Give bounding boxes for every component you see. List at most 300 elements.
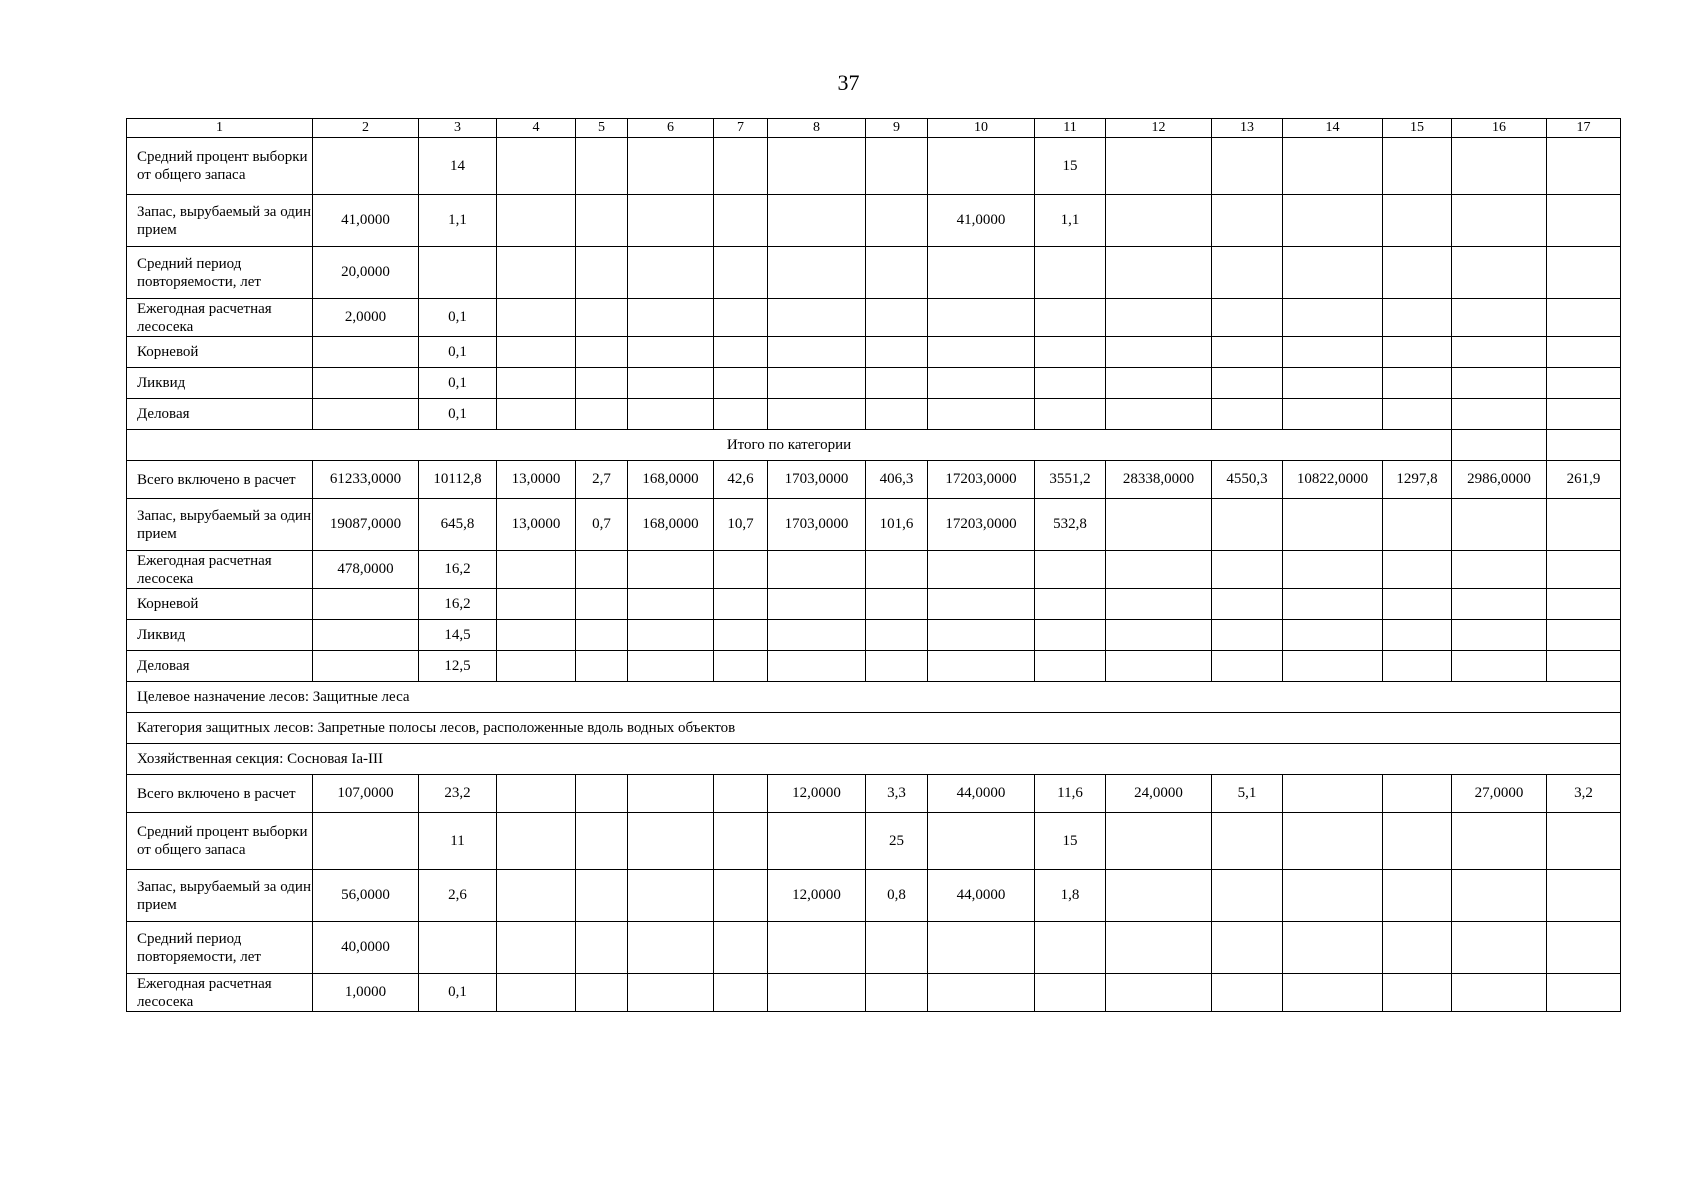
table-cell: 101,6: [866, 499, 928, 551]
table-cell: 1,0000: [313, 974, 419, 1012]
table-cell: [313, 337, 419, 368]
table-cell: 2,0000: [313, 299, 419, 337]
row-label: Средний период повторяемости, лет: [127, 247, 313, 299]
table-cell: [1383, 399, 1452, 430]
table-cell: [628, 337, 714, 368]
table-cell: [928, 651, 1035, 682]
table-cell: [768, 299, 866, 337]
row-label: Корневой: [127, 589, 313, 620]
table-row: [127, 299, 1621, 337]
table-cell: [928, 399, 1035, 430]
table-cell: [1383, 589, 1452, 620]
table-cell: 1703,0000: [768, 461, 866, 499]
table-cell: [576, 651, 628, 682]
table-cell: [497, 551, 576, 589]
table-cell: [1452, 430, 1547, 461]
table-cell: [1106, 974, 1212, 1012]
table-cell: [1547, 589, 1621, 620]
table-cell: 532,8: [1035, 499, 1106, 551]
table-cell: [1283, 499, 1383, 551]
table-cell: [1452, 870, 1547, 922]
table-cell: 17203,0000: [928, 461, 1035, 499]
table-cell: 13,0000: [497, 461, 576, 499]
table-cell: 10,7: [714, 499, 768, 551]
table-cell: 0,1: [419, 337, 497, 368]
table-cell: [1035, 620, 1106, 651]
page-number: 37: [837, 70, 860, 95]
table-cell: [1383, 337, 1452, 368]
table-cell: [497, 775, 576, 813]
table-cell: [628, 368, 714, 399]
table-cell: [576, 299, 628, 337]
table-cell: [313, 620, 419, 651]
table-row: [127, 195, 1621, 247]
table-cell: [1212, 499, 1283, 551]
table-cell: [1106, 922, 1212, 974]
table-cell: [768, 813, 866, 870]
table-cell: [714, 813, 768, 870]
table-cell: [1452, 813, 1547, 870]
table-cell: [1452, 337, 1547, 368]
row-label: Ежегодная расчетная лесосека: [127, 299, 313, 337]
table-cell: [1383, 368, 1452, 399]
table-cell: [1212, 620, 1283, 651]
table-cell: 14: [419, 138, 497, 195]
column-number: 16: [1452, 119, 1547, 138]
table-cell: [1106, 499, 1212, 551]
table-row: [127, 247, 1621, 299]
table-cell: 1,1: [419, 195, 497, 247]
table-cell: [1212, 337, 1283, 368]
table-cell: [866, 589, 928, 620]
table-cell: [628, 138, 714, 195]
table-cell: [1547, 974, 1621, 1012]
table-cell: 0,7: [576, 499, 628, 551]
table-cell: [768, 138, 866, 195]
table-cell: [1106, 195, 1212, 247]
table-cell: [497, 138, 576, 195]
table-row: [127, 775, 1621, 813]
table-cell: [576, 195, 628, 247]
table-cell: [928, 922, 1035, 974]
table-cell: [866, 399, 928, 430]
table-cell: [768, 195, 866, 247]
table-cell: [1106, 620, 1212, 651]
table-cell: [628, 813, 714, 870]
table-cell: [628, 399, 714, 430]
table-cell: [1212, 195, 1283, 247]
table-cell: 261,9: [1547, 461, 1621, 499]
table-cell: 1,8: [1035, 870, 1106, 922]
table-cell: [576, 870, 628, 922]
table-cell: [313, 138, 419, 195]
table-cell: [497, 399, 576, 430]
table-cell: [714, 922, 768, 974]
column-number: 7: [714, 119, 768, 138]
table-cell: 12,5: [419, 651, 497, 682]
table-cell: [1383, 974, 1452, 1012]
table-cell: 19087,0000: [313, 499, 419, 551]
table-cell: [1547, 368, 1621, 399]
table-cell: [1452, 368, 1547, 399]
table-cell: [419, 247, 497, 299]
table-cell: 17203,0000: [928, 499, 1035, 551]
table-cell: [1452, 551, 1547, 589]
table-row: [127, 368, 1621, 399]
row-label: Всего включено в расчет: [127, 461, 313, 499]
table-cell: [928, 974, 1035, 1012]
table-cell: 3,3: [866, 775, 928, 813]
table-cell: [1383, 813, 1452, 870]
table-cell: [576, 399, 628, 430]
table-cell: [928, 299, 1035, 337]
row-label: Деловая: [127, 399, 313, 430]
section-heading-row: [127, 713, 1621, 744]
table-cell: 16,2: [419, 589, 497, 620]
table-cell: [714, 337, 768, 368]
table-cell: [866, 138, 928, 195]
table-cell: [576, 337, 628, 368]
table-cell: [1212, 922, 1283, 974]
column-number: 9: [866, 119, 928, 138]
table-cell: [1106, 368, 1212, 399]
table-cell: [1283, 922, 1383, 974]
table-cell: 12,0000: [768, 775, 866, 813]
column-number: 3: [419, 119, 497, 138]
column-number: 8: [768, 119, 866, 138]
table-cell: [313, 368, 419, 399]
row-label: Запас, вырубаемый за один прием: [127, 870, 313, 922]
table-cell: 44,0000: [928, 870, 1035, 922]
table-cell: [1283, 551, 1383, 589]
table-cell: [714, 974, 768, 1012]
column-number: 17: [1547, 119, 1621, 138]
table-cell: [497, 337, 576, 368]
table-cell: 24,0000: [1106, 775, 1212, 813]
table-cell: 44,0000: [928, 775, 1035, 813]
table-cell: [768, 620, 866, 651]
table-cell: [576, 138, 628, 195]
table-cell: [628, 551, 714, 589]
table-cell: [576, 247, 628, 299]
row-label: Ежегодная расчетная лесосека: [127, 974, 313, 1012]
table-cell: 0,8: [866, 870, 928, 922]
table-cell: [1452, 247, 1547, 299]
table-cell: [628, 870, 714, 922]
table-row: [127, 461, 1621, 499]
table-cell: [1212, 247, 1283, 299]
category-total-heading: Итого по категории: [127, 430, 1452, 461]
table-cell: [1547, 551, 1621, 589]
table-row: [127, 870, 1621, 922]
table-cell: [714, 589, 768, 620]
table-cell: 0,1: [419, 368, 497, 399]
table-cell: [714, 775, 768, 813]
table-cell: [1547, 430, 1621, 461]
table-cell: 61233,0000: [313, 461, 419, 499]
table-cell: [313, 589, 419, 620]
table-cell: [1452, 922, 1547, 974]
table-cell: [866, 551, 928, 589]
table-cell: [1547, 399, 1621, 430]
row-label: Запас, вырубаемый за один прием: [127, 499, 313, 551]
table-cell: 2,6: [419, 870, 497, 922]
table-cell: 4550,3: [1212, 461, 1283, 499]
column-number: 10: [928, 119, 1035, 138]
table-cell: [1212, 368, 1283, 399]
table-cell: 11,6: [1035, 775, 1106, 813]
table-cell: [928, 551, 1035, 589]
table-cell: [1452, 299, 1547, 337]
table-cell: 16,2: [419, 551, 497, 589]
table-cell: [768, 651, 866, 682]
table-cell: [497, 620, 576, 651]
table-cell: [928, 368, 1035, 399]
table-cell: [928, 813, 1035, 870]
table-cell: 645,8: [419, 499, 497, 551]
table-cell: [714, 247, 768, 299]
table-cell: [714, 651, 768, 682]
column-number-row: [127, 119, 1621, 138]
column-number: 1: [127, 119, 313, 138]
table-cell: 107,0000: [313, 775, 419, 813]
table-cell: [497, 813, 576, 870]
table-cell: 56,0000: [313, 870, 419, 922]
table-cell: [1212, 138, 1283, 195]
table-cell: [714, 620, 768, 651]
column-number: 6: [628, 119, 714, 138]
column-number: 2: [313, 119, 419, 138]
table-cell: 5,1: [1212, 775, 1283, 813]
table-cell: [1212, 813, 1283, 870]
table-cell: 2,7: [576, 461, 628, 499]
column-number: 15: [1383, 119, 1452, 138]
table-cell: [1283, 620, 1383, 651]
table-cell: [768, 974, 866, 1012]
table-cell: [768, 337, 866, 368]
table-cell: [628, 589, 714, 620]
table-cell: 13,0000: [497, 499, 576, 551]
table-row: [127, 974, 1621, 1012]
category-total-row: [127, 430, 1621, 461]
section-heading-row: [127, 744, 1621, 775]
table-cell: [1383, 870, 1452, 922]
table-cell: [313, 651, 419, 682]
table-cell: [497, 974, 576, 1012]
table-cell: [628, 922, 714, 974]
table-cell: 168,0000: [628, 499, 714, 551]
table-cell: [1106, 551, 1212, 589]
column-number: 12: [1106, 119, 1212, 138]
table-cell: [1035, 399, 1106, 430]
table-cell: [1452, 499, 1547, 551]
table-cell: [928, 337, 1035, 368]
table-cell: [628, 775, 714, 813]
table-cell: 1,1: [1035, 195, 1106, 247]
table-cell: [928, 247, 1035, 299]
table-cell: [313, 813, 419, 870]
table-row: [127, 337, 1621, 368]
table-cell: 0,1: [419, 974, 497, 1012]
column-number: 5: [576, 119, 628, 138]
table-cell: 27,0000: [1452, 775, 1547, 813]
table-cell: [1035, 922, 1106, 974]
table-cell: [1383, 195, 1452, 247]
table-cell: [768, 922, 866, 974]
table-row: [127, 620, 1621, 651]
table-cell: [768, 589, 866, 620]
table-cell: 25: [866, 813, 928, 870]
table-row: [127, 399, 1621, 430]
table-cell: [1106, 651, 1212, 682]
table-cell: 15: [1035, 138, 1106, 195]
table-cell: [1035, 974, 1106, 1012]
row-label: Ликвид: [127, 368, 313, 399]
table-cell: [1035, 551, 1106, 589]
column-number: 14: [1283, 119, 1383, 138]
table-cell: [1283, 368, 1383, 399]
table-cell: [576, 368, 628, 399]
table-cell: [1383, 922, 1452, 974]
table-cell: [1035, 299, 1106, 337]
row-label: Средний процент выборки от общего запаса: [127, 813, 313, 870]
table-cell: [866, 299, 928, 337]
table-cell: [1106, 813, 1212, 870]
table-cell: 10112,8: [419, 461, 497, 499]
table-cell: [1035, 368, 1106, 399]
table-cell: 406,3: [866, 461, 928, 499]
table-cell: [714, 138, 768, 195]
table-cell: 14,5: [419, 620, 497, 651]
table-row: [127, 138, 1621, 195]
table-cell: [768, 399, 866, 430]
table-cell: [497, 195, 576, 247]
table-cell: [1212, 399, 1283, 430]
table-cell: [1383, 651, 1452, 682]
table-row: [127, 813, 1621, 870]
table-cell: [714, 195, 768, 247]
table-cell: 168,0000: [628, 461, 714, 499]
table-cell: [1283, 813, 1383, 870]
table-cell: [1283, 195, 1383, 247]
table-cell: [1212, 974, 1283, 1012]
table-cell: [714, 299, 768, 337]
table-cell: 11: [419, 813, 497, 870]
table-cell: 3,2: [1547, 775, 1621, 813]
table-cell: [576, 620, 628, 651]
table-cell: [1452, 399, 1547, 430]
table-cell: 0,1: [419, 299, 497, 337]
table-cell: 0,1: [419, 399, 497, 430]
table-cell: [1035, 247, 1106, 299]
table-cell: [576, 551, 628, 589]
table-cell: 23,2: [419, 775, 497, 813]
table-cell: 1703,0000: [768, 499, 866, 551]
table-cell: [1283, 299, 1383, 337]
table-cell: [1452, 195, 1547, 247]
table-cell: [1106, 870, 1212, 922]
row-label: Запас, вырубаемый за один прием: [127, 195, 313, 247]
table-cell: [1547, 813, 1621, 870]
table-cell: [497, 589, 576, 620]
table-row: [127, 551, 1621, 589]
column-number: 13: [1212, 119, 1283, 138]
column-number: 11: [1035, 119, 1106, 138]
table-cell: [1452, 620, 1547, 651]
table-cell: [628, 651, 714, 682]
table-cell: 42,6: [714, 461, 768, 499]
table-cell: [1283, 870, 1383, 922]
row-label: Корневой: [127, 337, 313, 368]
table-cell: [1383, 299, 1452, 337]
section-heading: Целевое назначение лесов: Защитные леса: [127, 682, 1621, 713]
table-cell: 40,0000: [313, 922, 419, 974]
table-cell: [928, 138, 1035, 195]
table-cell: [576, 775, 628, 813]
table-cell: [1212, 870, 1283, 922]
table-cell: [768, 368, 866, 399]
table-cell: [1283, 399, 1383, 430]
table-cell: 28338,0000: [1106, 461, 1212, 499]
table-cell: [1283, 337, 1383, 368]
table-cell: [1452, 589, 1547, 620]
table-cell: [1547, 138, 1621, 195]
table-cell: [1212, 551, 1283, 589]
table-cell: [866, 620, 928, 651]
table-cell: [866, 368, 928, 399]
table-cell: 1297,8: [1383, 461, 1452, 499]
table-cell: [497, 247, 576, 299]
table-cell: [1035, 337, 1106, 368]
table-cell: [628, 620, 714, 651]
table-cell: [1035, 589, 1106, 620]
table-cell: [628, 247, 714, 299]
table-cell: [1283, 775, 1383, 813]
table-cell: [928, 620, 1035, 651]
row-label: Ежегодная расчетная лесосека: [127, 551, 313, 589]
table-cell: [866, 974, 928, 1012]
table-cell: [1212, 299, 1283, 337]
table-cell: [1452, 651, 1547, 682]
column-number: 4: [497, 119, 576, 138]
table-cell: [768, 551, 866, 589]
table-cell: [1547, 299, 1621, 337]
table-cell: [1452, 138, 1547, 195]
table-cell: [1547, 651, 1621, 682]
table-cell: [714, 399, 768, 430]
table-cell: 41,0000: [928, 195, 1035, 247]
table-cell: [1106, 399, 1212, 430]
table-cell: 478,0000: [313, 551, 419, 589]
table-cell: [1547, 870, 1621, 922]
table-cell: 12,0000: [768, 870, 866, 922]
table-cell: [628, 299, 714, 337]
table-cell: [714, 551, 768, 589]
table-cell: [866, 337, 928, 368]
table-cell: [1212, 651, 1283, 682]
table-cell: [1035, 651, 1106, 682]
table-cell: [1547, 922, 1621, 974]
table-cell: [866, 195, 928, 247]
table-cell: [1452, 974, 1547, 1012]
table-cell: 15: [1035, 813, 1106, 870]
table-cell: [1106, 138, 1212, 195]
table-row: [127, 922, 1621, 974]
row-label: Средний процент выборки от общего запаса: [127, 138, 313, 195]
table-cell: [497, 922, 576, 974]
table-cell: [576, 589, 628, 620]
table-cell: [1383, 620, 1452, 651]
